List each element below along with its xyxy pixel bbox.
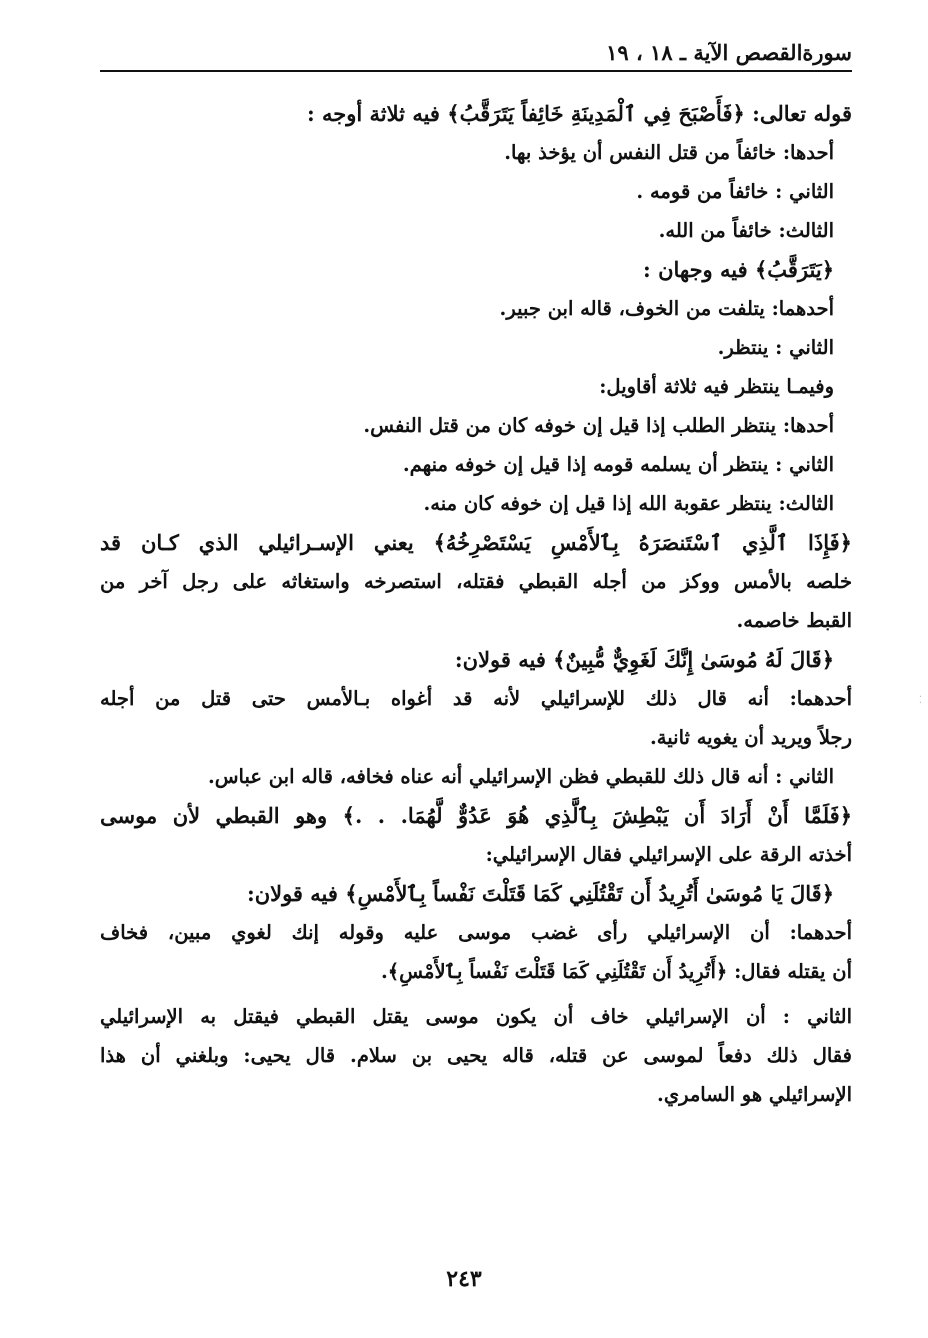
page-number: ٢٤٣	[446, 1266, 482, 1292]
text-line: أحدهما: أنه قال ذلك للإسرائيلي لأنه قد أغواه بـالأمس حتى قتل من أجله	[100, 687, 852, 710]
text-line: ﴿فَإِذَا ٱلَّذِي ٱسْتَنصَرَهُ بِٱلأَمْسِ يَسْتَصْرِخُهُ﴾ يعني الإسـرائيلي الذي كـان قد	[100, 530, 852, 555]
text-line: أحدهما: يتلفت من الخوف، قاله ابن جبير.	[499, 297, 834, 320]
text-line: القبط خاصمه.	[736, 609, 852, 632]
text-line: فقال ذلك دفعاً لموسى عن قتله، قاله يحيى بن سلام. قال يحيى: وبلغني أن هذا	[100, 1044, 852, 1067]
text-line: ﴿يَتَرَقَّبُ﴾ فيه وجهان :	[643, 257, 834, 282]
scan-edge-mark: ⁚	[918, 695, 922, 706]
text-line: الثاني : أن الإسرائيلي خاف أن يكون موسى يقتل القبطي فيقتل به الإسرائيلي	[100, 1005, 852, 1028]
text-line: الثالث: ينتظر عقوبة الله إذا قيل إن خوفه كان منه.	[423, 492, 834, 515]
text-line: وفيمـا ينتظر فيه ثلاثة أقاويل:	[599, 375, 834, 398]
running-header: سورةالقصص الآية ـ ١٨ ، ١٩	[606, 40, 852, 65]
text-line: قوله تعالى: ﴿فَأَصْبَحَ فِي ٱلْمَدِينَةِ خَائِفاً يَتَرَقَّبُ﴾ فيه ثلاثة أوجه :	[306, 101, 852, 126]
text-line: الثاني : ينتظر.	[717, 336, 834, 359]
text-line: ﴿فَلَمَّا أَنْ أَرَادَ أَن يَبْطِشَ بِٱلَّذِي هُوَ عَدُوٌّ لَّهُمَا. . .﴾ وهو القبطي لأن موسى	[100, 803, 852, 828]
text-line: الثاني : أنه قال ذلك للقبطي فظن الإسرائيلي أنه عناه فخافه، قاله ابن عباس.	[207, 765, 834, 788]
text-line: الثاني : خائفاً من قومه .	[636, 180, 834, 203]
text-line: أن يقتله فقال: ﴿أَتُرِيدُ أَن تَقْتُلَنِي كَمَا قَتَلْتَ نَفْساً بِٱلأَمْسِ﴾.	[380, 960, 852, 983]
text-line: أحدها: خائفاً من قتل النفس أن يؤخذ بها.	[504, 141, 834, 164]
text-line: ﴿قَالَ لَهُ مُوسَىٰ إِنَّكَ لَغَوِيٌّ مُّبِينٌ﴾ فيه قولان:	[454, 647, 834, 672]
page-body	[100, 94, 852, 1114]
text-line: خلصه بالأمس ووكز من أجله القبطي فقتله، استصرخه واستغاثه على رجل آخر من	[100, 570, 852, 593]
text-line: أخذته الرقة على الإسرائيلي فقال الإسرائيلي:	[485, 843, 852, 866]
text-line: الثاني : ينتظر أن يسلمه قومه إذا قيل إن خوفه منهم.	[402, 453, 834, 476]
text-line: ﴿قَالَ يَا مُوسَىٰ أَتُرِيدُ أَن تَقْتُلَنِي كَمَا قَتَلْتَ نَفْساً بِٱلأَمْسِ﴾ فيه قولان:	[246, 881, 834, 906]
text-line: أحدهما: أن الإسرائيلي رأى غضب موسى عليه وقوله إنك لغوي مبين، فخاف	[100, 921, 852, 944]
text-line: الإسرائيلي هو السامري.	[657, 1083, 852, 1106]
header-divider	[100, 70, 852, 72]
text-line: أحدها: ينتظر الطلب إذا قيل إن خوفه كان من قتل النفس.	[363, 414, 834, 437]
text-line: الثالث: خائفاً من الله.	[658, 219, 834, 242]
text-line: رجلاً ويريد أن يغويه ثانية.	[650, 726, 852, 749]
